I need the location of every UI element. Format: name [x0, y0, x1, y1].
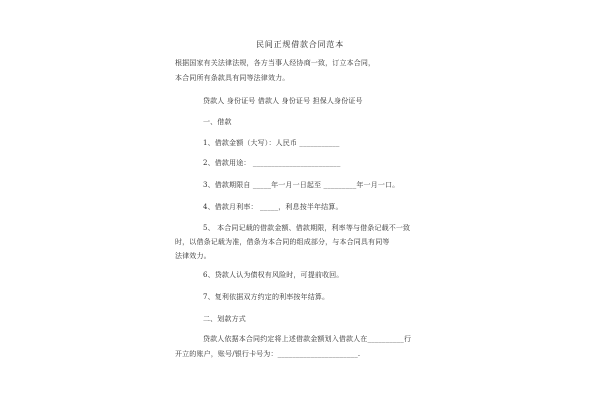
item-3: 3、借款期限自 _____年一月一日起至 _________年一月一口。	[203, 181, 400, 189]
transfer-line-2: 开立的账户，账号/银行卡号为：______________________.	[175, 350, 361, 358]
item-7: 7、复利依据双方约定的利率按年结算。	[203, 293, 330, 301]
item-2: 2、借款用途： ________________________	[203, 159, 341, 167]
section-1-heading: 一、借款	[203, 118, 232, 126]
intro-line-2: 本合同所有条款具有同等法律效力。	[175, 74, 290, 82]
item-6: 6、贷款人认为债权有风险时，可提前收回。	[203, 271, 344, 279]
item-1: 1、借款金额（大写）：人民币 ___________	[203, 139, 340, 147]
document-title: 民间正规借款合同范本	[256, 40, 344, 49]
intro-line-1: 根据国家有关法律法规，各方当事人经协商一致，订立本合同，	[175, 59, 376, 67]
item-5-line-1: 5、 本合同记载的借款金额、借款期限，利率等与借条记载不一致	[203, 224, 411, 232]
section-2-heading: 二、划款方式	[203, 315, 246, 323]
item-5-line-3: 法律效力。	[175, 252, 211, 260]
parties-line: 贷款人 身份证号 借款人 身份证号 担保人身份证号	[203, 97, 363, 105]
transfer-line-1: 贷款人依据本合同约定将上述借款金额划入借款人在__________行	[203, 335, 412, 343]
item-4: 4、借款月利率： _____，利息按半年结算。	[203, 203, 343, 211]
item-5-line-2: 时，以借条记载为准，借条为本合同的组成部分，与本合同具有同等	[175, 238, 390, 246]
